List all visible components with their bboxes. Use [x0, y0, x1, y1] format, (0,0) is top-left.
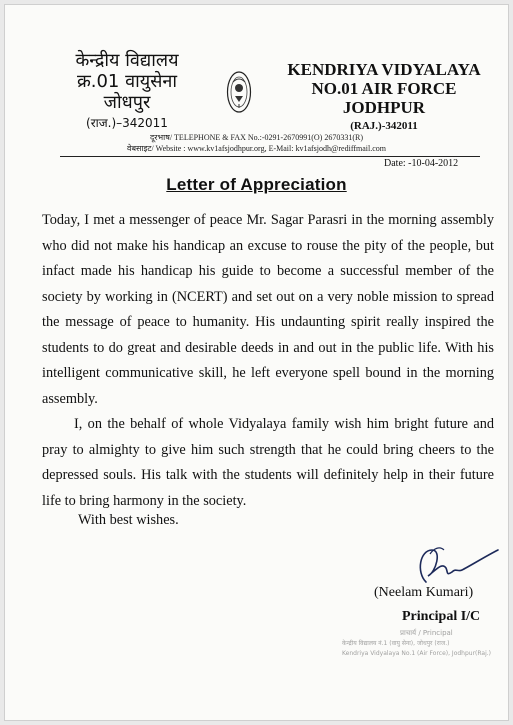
- body-paragraph: I, on the behalf of whole Vidyalaya family wish him bright future and pray to almighty to give him such strength that he could bring cheers to the depressed souls. His talk with the students will definitely help in their future life to bring harmony in the society.: [42, 416, 494, 509]
- letter-date: Date: -10-04-2012: [384, 158, 459, 169]
- hindi-city: जोधपुर: [103, 92, 151, 113]
- svg-text:Kendriya Vidyalaya No.1 (Air F: Kendriya Vidyalaya No.1 (Air Force), Jodhpur(Raj.): [342, 650, 492, 657]
- hindi-school-name: केन्द्रीय विद्यालय: [75, 50, 179, 71]
- contact-phone: दूरभाष/ TELEPHONE & FAX No.:-0291-2670991(O) 2670331(R): [149, 133, 363, 142]
- letter-title: Letter of Appreciation: [166, 175, 347, 194]
- letter-page: [4, 4, 509, 721]
- english-letterhead: [266, 60, 502, 136]
- hindi-state-pin: (राज.)–342011: [86, 116, 168, 130]
- svg-text:प्राचार्य / Principal: प्राचार्य / Principal: [400, 629, 453, 637]
- school-name: KENDRIYA VIDYALAYA: [287, 60, 481, 79]
- hindi-branch: क्र.01 वायुसेना: [76, 71, 178, 92]
- contact-web-email: वेबसाइट/ Website : www.kv1afsjodhpur.org, E-Mail: kv1afsjodh@rediffmail.com: [127, 144, 386, 153]
- body-paragraph: Today, I met a messenger of peace Mr. Sagar Parasri in the morning assembly who did not make his handicap an excuse to rouse the pity of the people, but infact made his handicap his guide to become a successful member of the society by working in (NCERT) and set out on a very noble mission to spread the message of peace to humanity. His undaunting spirit really inspired the students to do great and desirable deeds in and out in the public life. With his intelligent communicative skill, he left everyone spell bound in the morning assembly.: [42, 212, 494, 407]
- signatory-name: (Neelam Kumari): [374, 585, 474, 600]
- letter-body: [42, 208, 494, 514]
- school-state-pin: (RAJ.)-342011: [350, 120, 418, 132]
- school-branch: NO.01 AIR FORCE: [311, 79, 457, 98]
- closing-line: With best wishes.: [78, 512, 179, 528]
- official-stamp: [340, 626, 500, 660]
- signatory-designation: Principal I/C: [402, 609, 481, 624]
- hindi-letterhead: [32, 50, 222, 134]
- school-city: JODHPUR: [342, 98, 426, 117]
- svg-text:केन्द्रीय विद्यालय नं.1 (वायु: केन्द्रीय विद्यालय नं.1 (वायु सेना), जोधपुर (राज.): [342, 640, 450, 647]
- header-divider: [60, 156, 480, 157]
- school-emblem-icon: [226, 70, 252, 114]
